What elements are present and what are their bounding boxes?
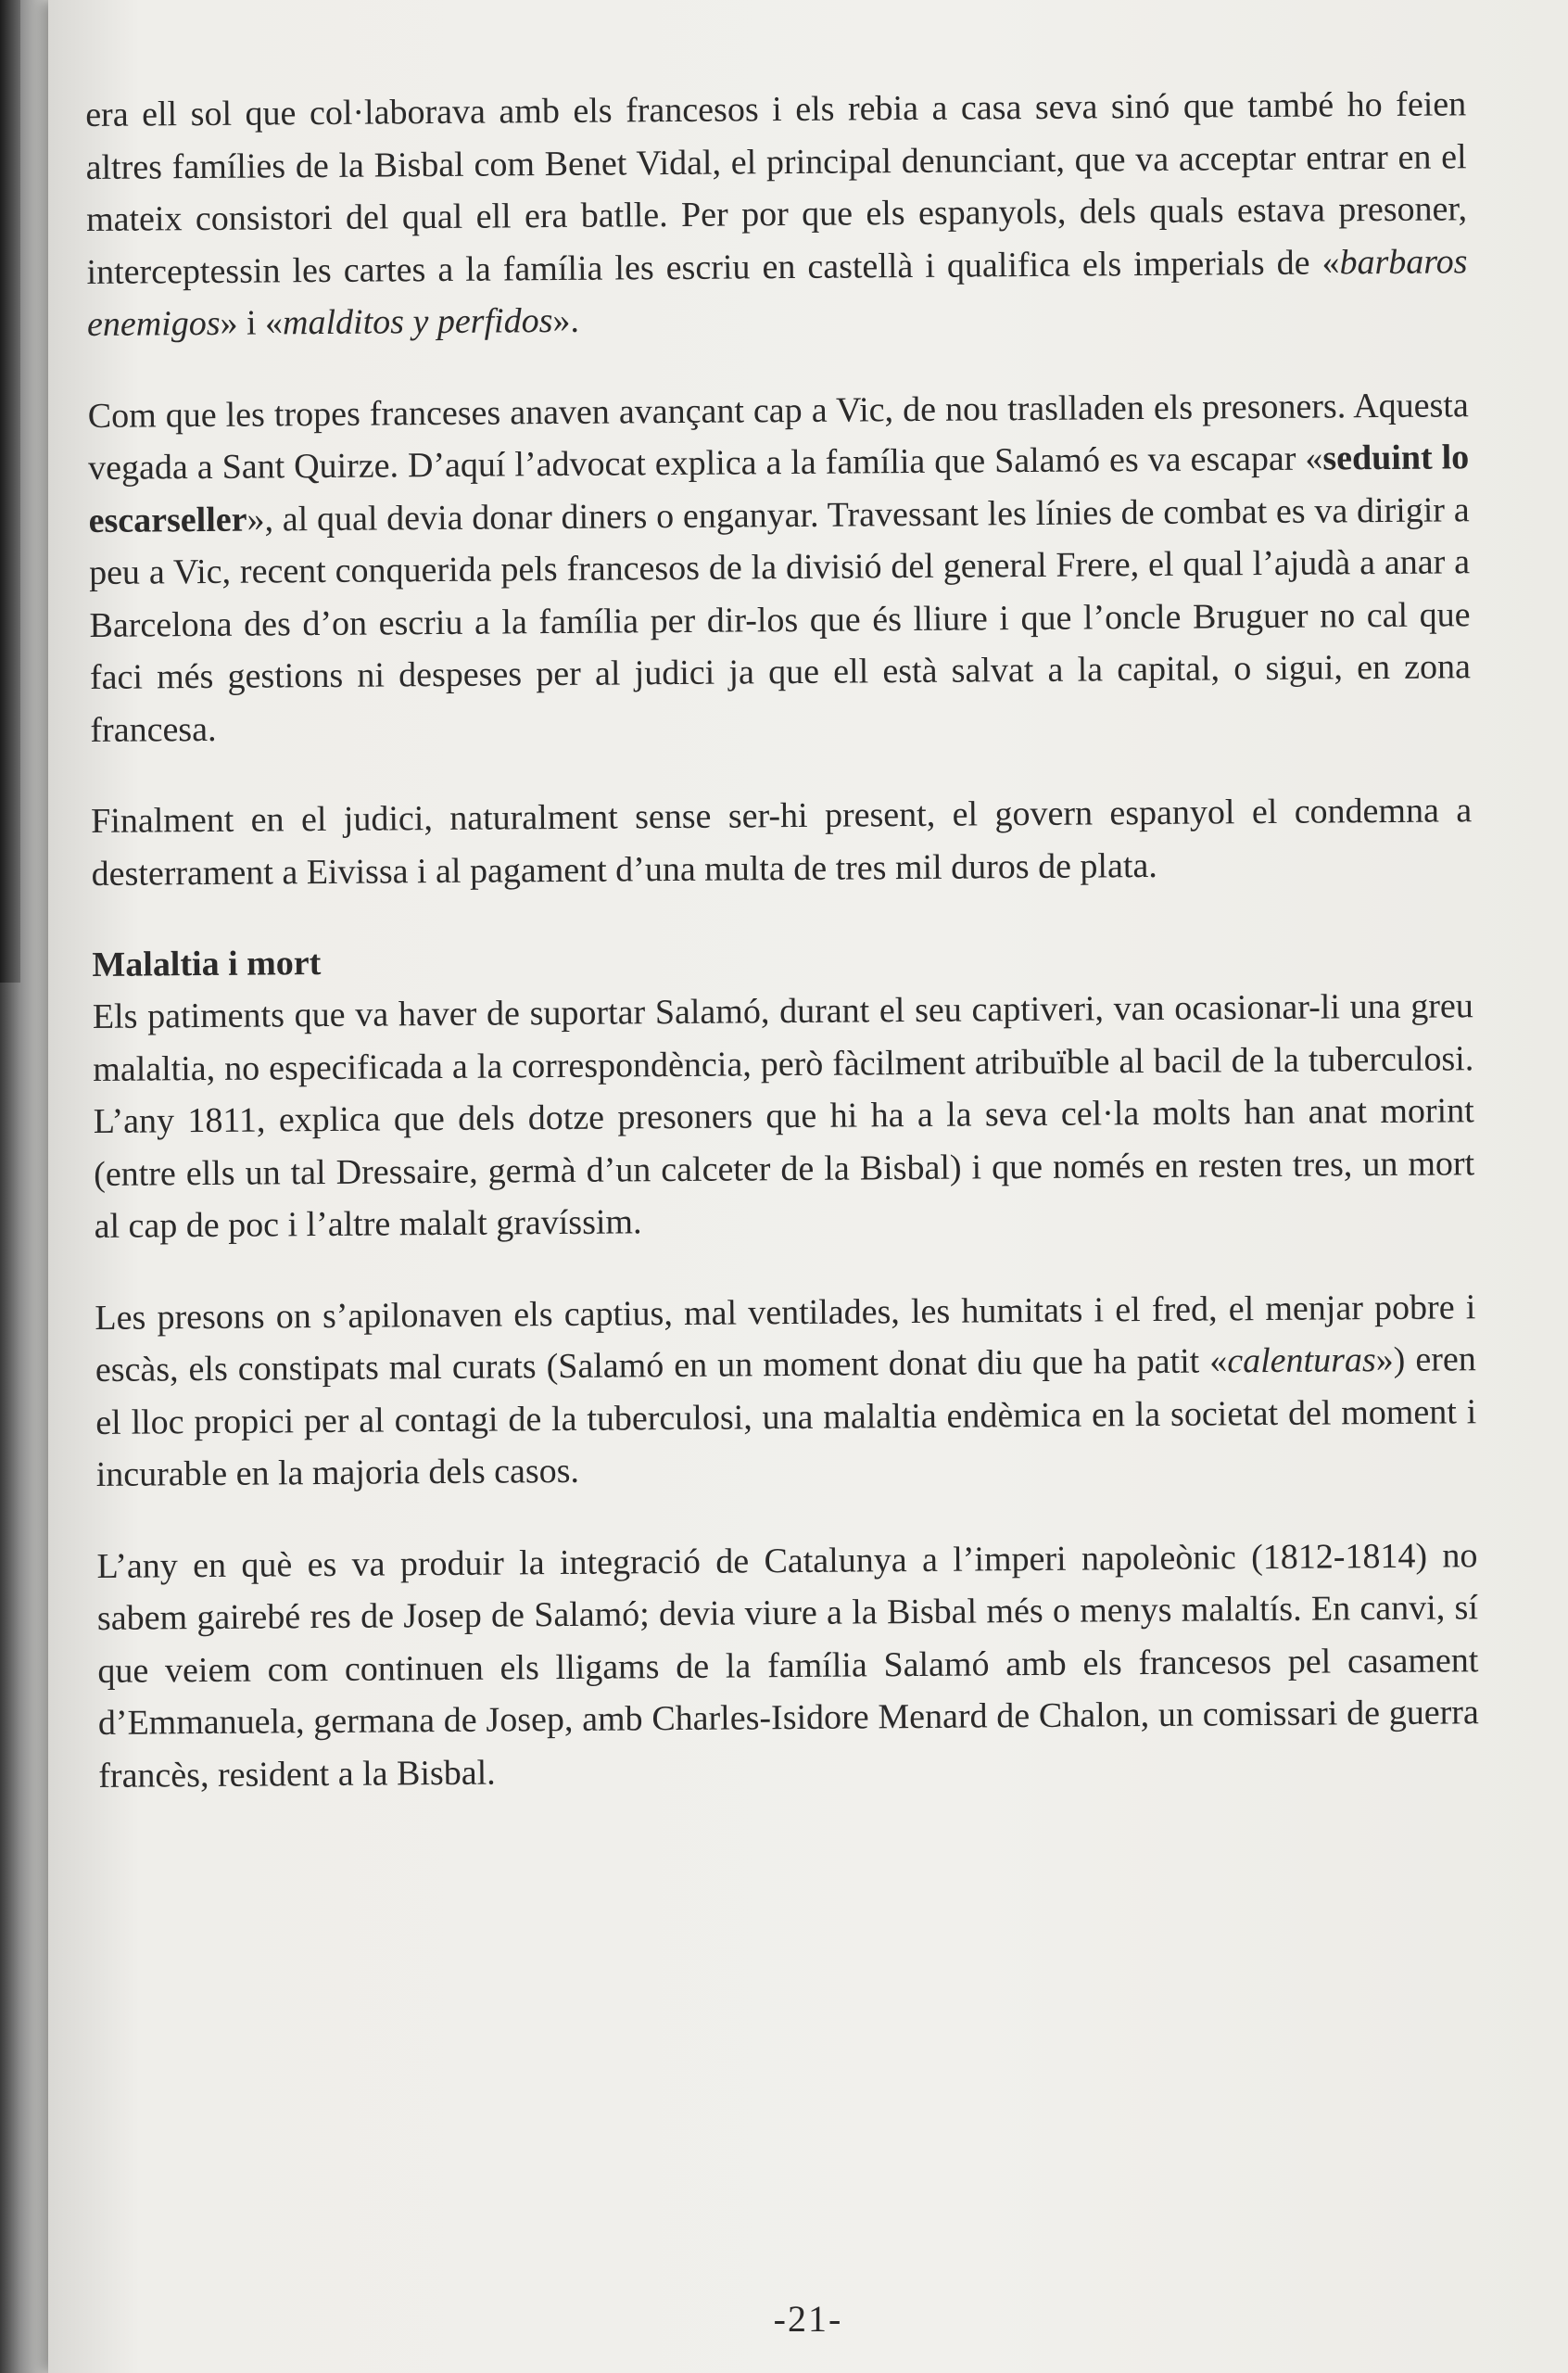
text-run: Els patiments que va haver de suportar Salamó, durant el seu captiveri, van ocasionar-li una greu malaltia, no especificada a la correspondència, però fàcilment atribuïble al bacil de la tuberculosi. L’any 1811, explica que dels dotze presoners que hi ha a la seva cel·la molts han anat morint (entre ells un tal Dressaire, germà d’un calceter de la Bisbal) i que només en resten tres, un mort al cap de poc i l’altre malalt gravíssim. [92,986,1475,1246]
text-run: Com que les tropes franceses anaven avançant cap a Vic, de nou traslladen els presoners. Aquesta vegada a Sant Quirze. D’aquí l’advocat explica a la família que Salamó es va escapar « [87,385,1469,488]
paragraph-1 [85,78,1468,350]
text-run: ». [552,300,580,341]
italic-run: barbaros enemigos [86,241,1468,344]
paragraph-2 [88,379,1472,756]
text-run: Les presons on s’apilonaven els captius, mal ventilades, les humitats i el fred, el menjar pobre i escàs, els constipats mal curats (Salamó en un moment donat diu que ha patit « [95,1287,1476,1390]
page-number: -21- [773,2298,843,2340]
text-run: L’any en què es va produir la integració de Catalunya a l’imperi napoleònic (1812-1814) no sabem gairebé res de Josep de Salamó; devia viure a la Bisbal més o menys malaltís. En canvi, sí que veiem com continuen els lligams de la família Salamó amb els francesos pel casament d’Emmanuela, germana de Josep, amb Charles-Isidore Menard de Chalon, un comissari de guerra francès, resident a la Bisbal. [96,1535,1479,1796]
section-heading: Malaltia i mort [92,944,322,984]
book-spine-edge [0,0,20,983]
text-run: era ell sol que col·laborava amb els francesos i els rebia a casa seva sinó que també ho feien altres famílies de la Bisbal com Benet Vidal, el principal denunciant, que va acceptar entrar en el mateix consistori del qual ell era batlle. Per por que els espanyols, dels quals estava presoner, interceptessin les cartes a la família les escriu en castellà i qualifica els imperials de « [85,84,1468,292]
bold-run: seduint lo escarseller [88,438,1470,540]
italic-run: malditos y perfidos [282,301,553,343]
text-run: Finalment en el judici, naturalment sense ser-hi present, el govern espanyol el condemna a desterrament a Eivissa i al pagament d’una multa de tres mil duros de plata. [91,791,1473,894]
page-text-block [85,78,1480,1841]
paragraph-5 [95,1281,1477,1502]
paragraph-4 [93,980,1475,1252]
text-run: », al qual devia donar diners o enganyar. Travessant les línies de combat es va dirigir a peu a Vic, recent conquerida pels francesos de la divisió del general Frere, el qual l’ajudà a anar a Barcelona des d’on escriu a la família per dir-los que és lliure i que l’oncle Bruguer no cal que faci més gestions ni despeses per al judici ja que ell està salvat a la capital, o sigui, en zona francesa. [88,489,1472,750]
book-page [48,0,1568,2373]
italic-run: calenturas [1227,1340,1376,1381]
paragraph-3 [91,784,1473,900]
text-run: » i « [220,303,284,343]
text-run: ») eren el lloc propici per al contagi de la tuberculosi, una malaltia endèmica en la societat del moment i incurable en la majoria dels casos. [95,1339,1477,1494]
paragraph-6 [96,1529,1479,1802]
